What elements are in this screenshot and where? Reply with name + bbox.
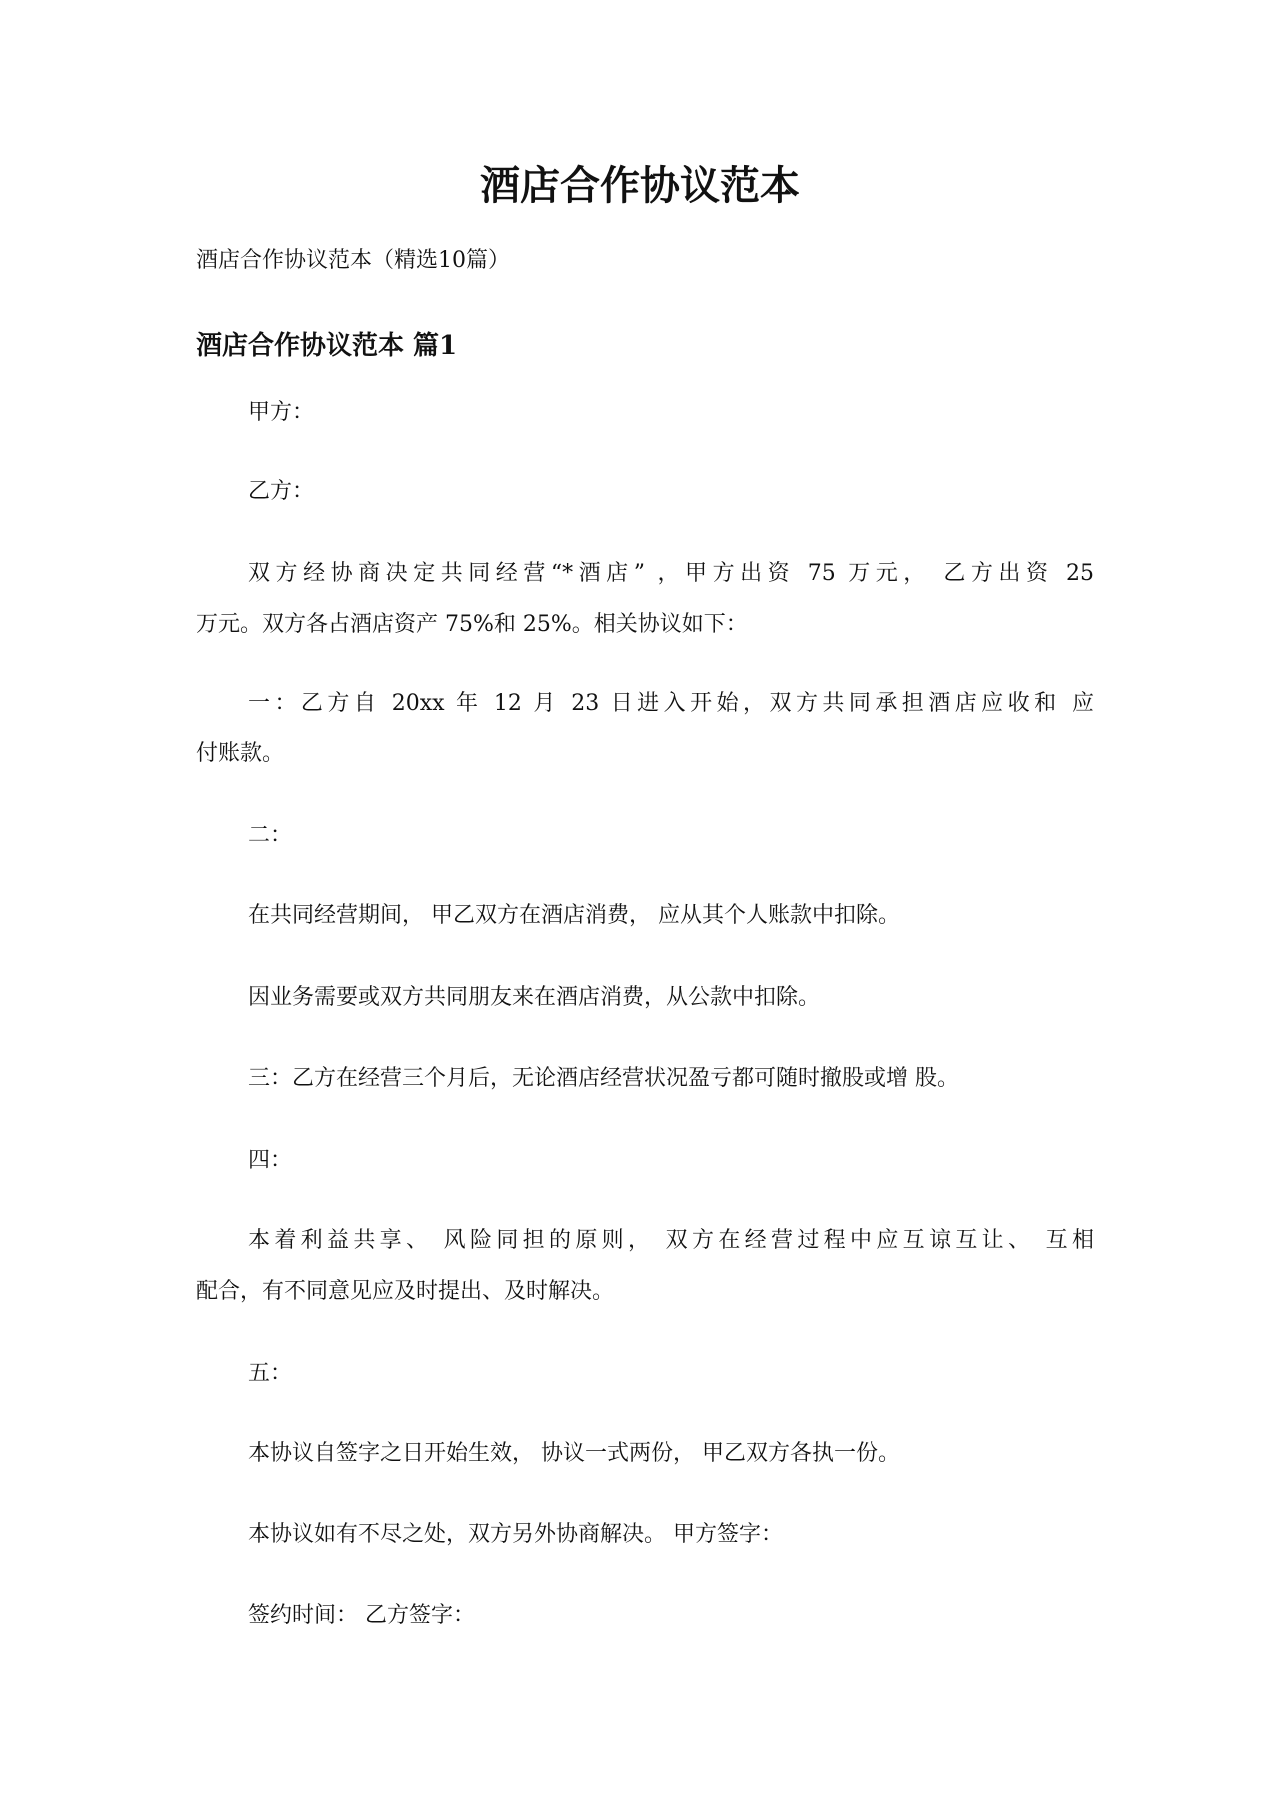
document-subtitle: 酒店合作协议范本（精选10篇） [196,248,510,273]
party-a-label: 甲方： [248,400,315,425]
document-title: 酒店合作协议范本 [480,162,800,209]
section-heading: 酒店合作协议范本 篇1 [196,331,458,361]
party-b-label: 乙方： [248,479,315,504]
paragraph-line: 本着利益共享、 风险同担的原则， 双方在经营过程中应互谅互让、 互相 [248,1228,1094,1253]
clause-1-line: 付账款。 [196,741,285,766]
clause-1-line: 一：乙方自 20xx 年 12 月 23 日进入开始，双方共同承担酒店应收和 应 [248,691,1094,716]
paragraph-line: 万元。双方各占酒店资产 75%和 25%。相关协议如下： [196,612,748,637]
paragraph: 在共同经营期间， 甲乙双方在酒店消费， 应从其个人账款中扣除。 [248,903,900,928]
paragraph-line: 双方经协商决定共同经营“*酒店” ，甲方出资 75 万元， 乙方出资 25 [248,561,1094,586]
clause-5-heading: 五： [248,1361,293,1386]
clause-3: 三：乙方在经营三个月后，无论酒店经营状况盈亏都可随时撤股或增 股。 [248,1066,959,1091]
signing-date-party-b-signature: 签约时间： 乙方签字： [248,1603,475,1628]
party-a-signature: 本协议如有不尽之处，双方另外协商解决。 甲方签字： [248,1522,783,1547]
clause-4-heading: 四： [248,1148,293,1173]
paragraph: 本协议自签字之日开始生效， 协议一式两份， 甲乙双方各执一份。 [248,1441,900,1466]
paragraph: 因业务需要或双方共同朋友来在酒店消费，从公款中扣除。 [248,985,821,1010]
paragraph-line: 配合，有不同意见应及时提出、及时解决。 [196,1279,615,1304]
clause-2-heading: 二： [248,823,293,848]
